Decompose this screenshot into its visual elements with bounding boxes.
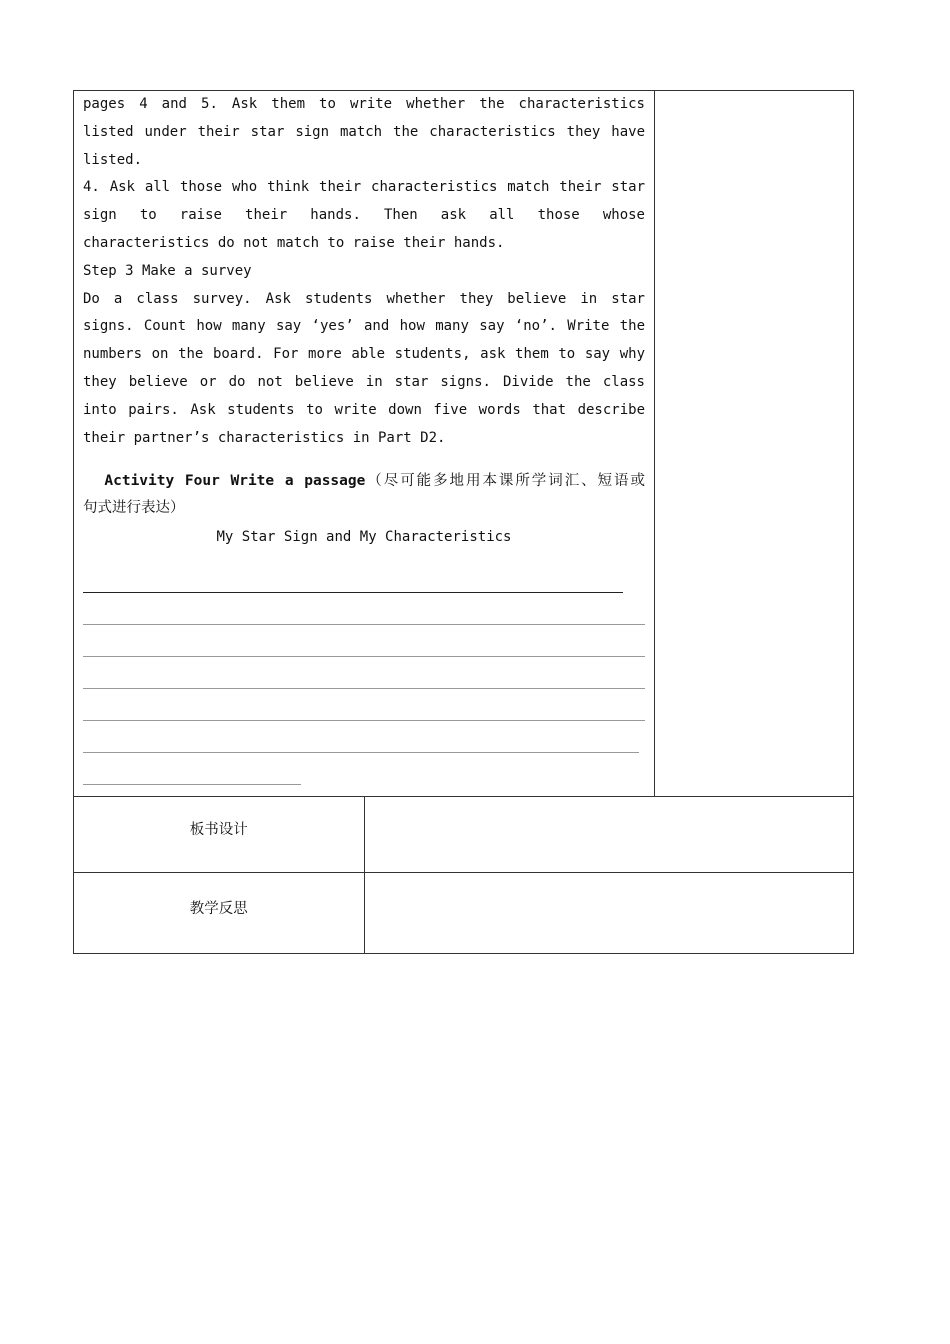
content-cell (74, 91, 655, 797)
writing-area[interactable] (83, 569, 645, 785)
writing-line[interactable] (83, 657, 645, 689)
paragraph-step2-item4: 4. Ask all those who think their characteristics match their star sign to raise their hands. Then ask all those whose characteristics do not match to raise their hands. (83, 179, 645, 251)
lesson-plan-table (73, 90, 854, 954)
board-design-content-cell[interactable] (364, 797, 854, 873)
writing-line[interactable] (83, 689, 645, 721)
activity-instruction-part2: 句式进行表达） (83, 500, 185, 517)
notes-column-cell (655, 91, 854, 797)
activity-instruction-part1: （尽可能多地用本课所学词汇、短语或 (365, 473, 645, 490)
writing-line[interactable] (83, 721, 639, 753)
teaching-reflection-content-cell[interactable] (364, 873, 854, 954)
content-body (74, 91, 654, 785)
teaching-reflection-label-cell (74, 873, 365, 954)
writing-line[interactable] (83, 753, 301, 785)
board-design-label-cell (74, 797, 365, 873)
writing-line[interactable] (83, 625, 645, 657)
step3-heading: Step 3 Make a survey (83, 262, 252, 279)
passage-title: My Star Sign and My Characteristics (216, 529, 512, 546)
writing-line[interactable] (83, 593, 645, 625)
paragraph-survey: Do a class survey. Ask students whether they believe in star signs. Count how many say ‘yes’ and how many say ‘no’. Write the numbers on the board. For more able students, ask them to say why they believe or do not believe in star signs. Divide the class into pairs. Ask students to write down five words that describe their partner’s characteristics in Part D2. (83, 290, 645, 446)
teaching-reflection-label: 教学反思 (189, 900, 248, 917)
activity-four-line (83, 466, 645, 497)
board-design-label: 板书设计 (189, 822, 248, 838)
writing-line[interactable] (83, 569, 623, 593)
activity-four-heading: Activity Four Write a passage (104, 473, 366, 490)
paragraph-step2-continued: pages 4 and 5. Ask them to write whether the characteristics listed under their star sign match the characteristics they have listed. (83, 96, 645, 168)
